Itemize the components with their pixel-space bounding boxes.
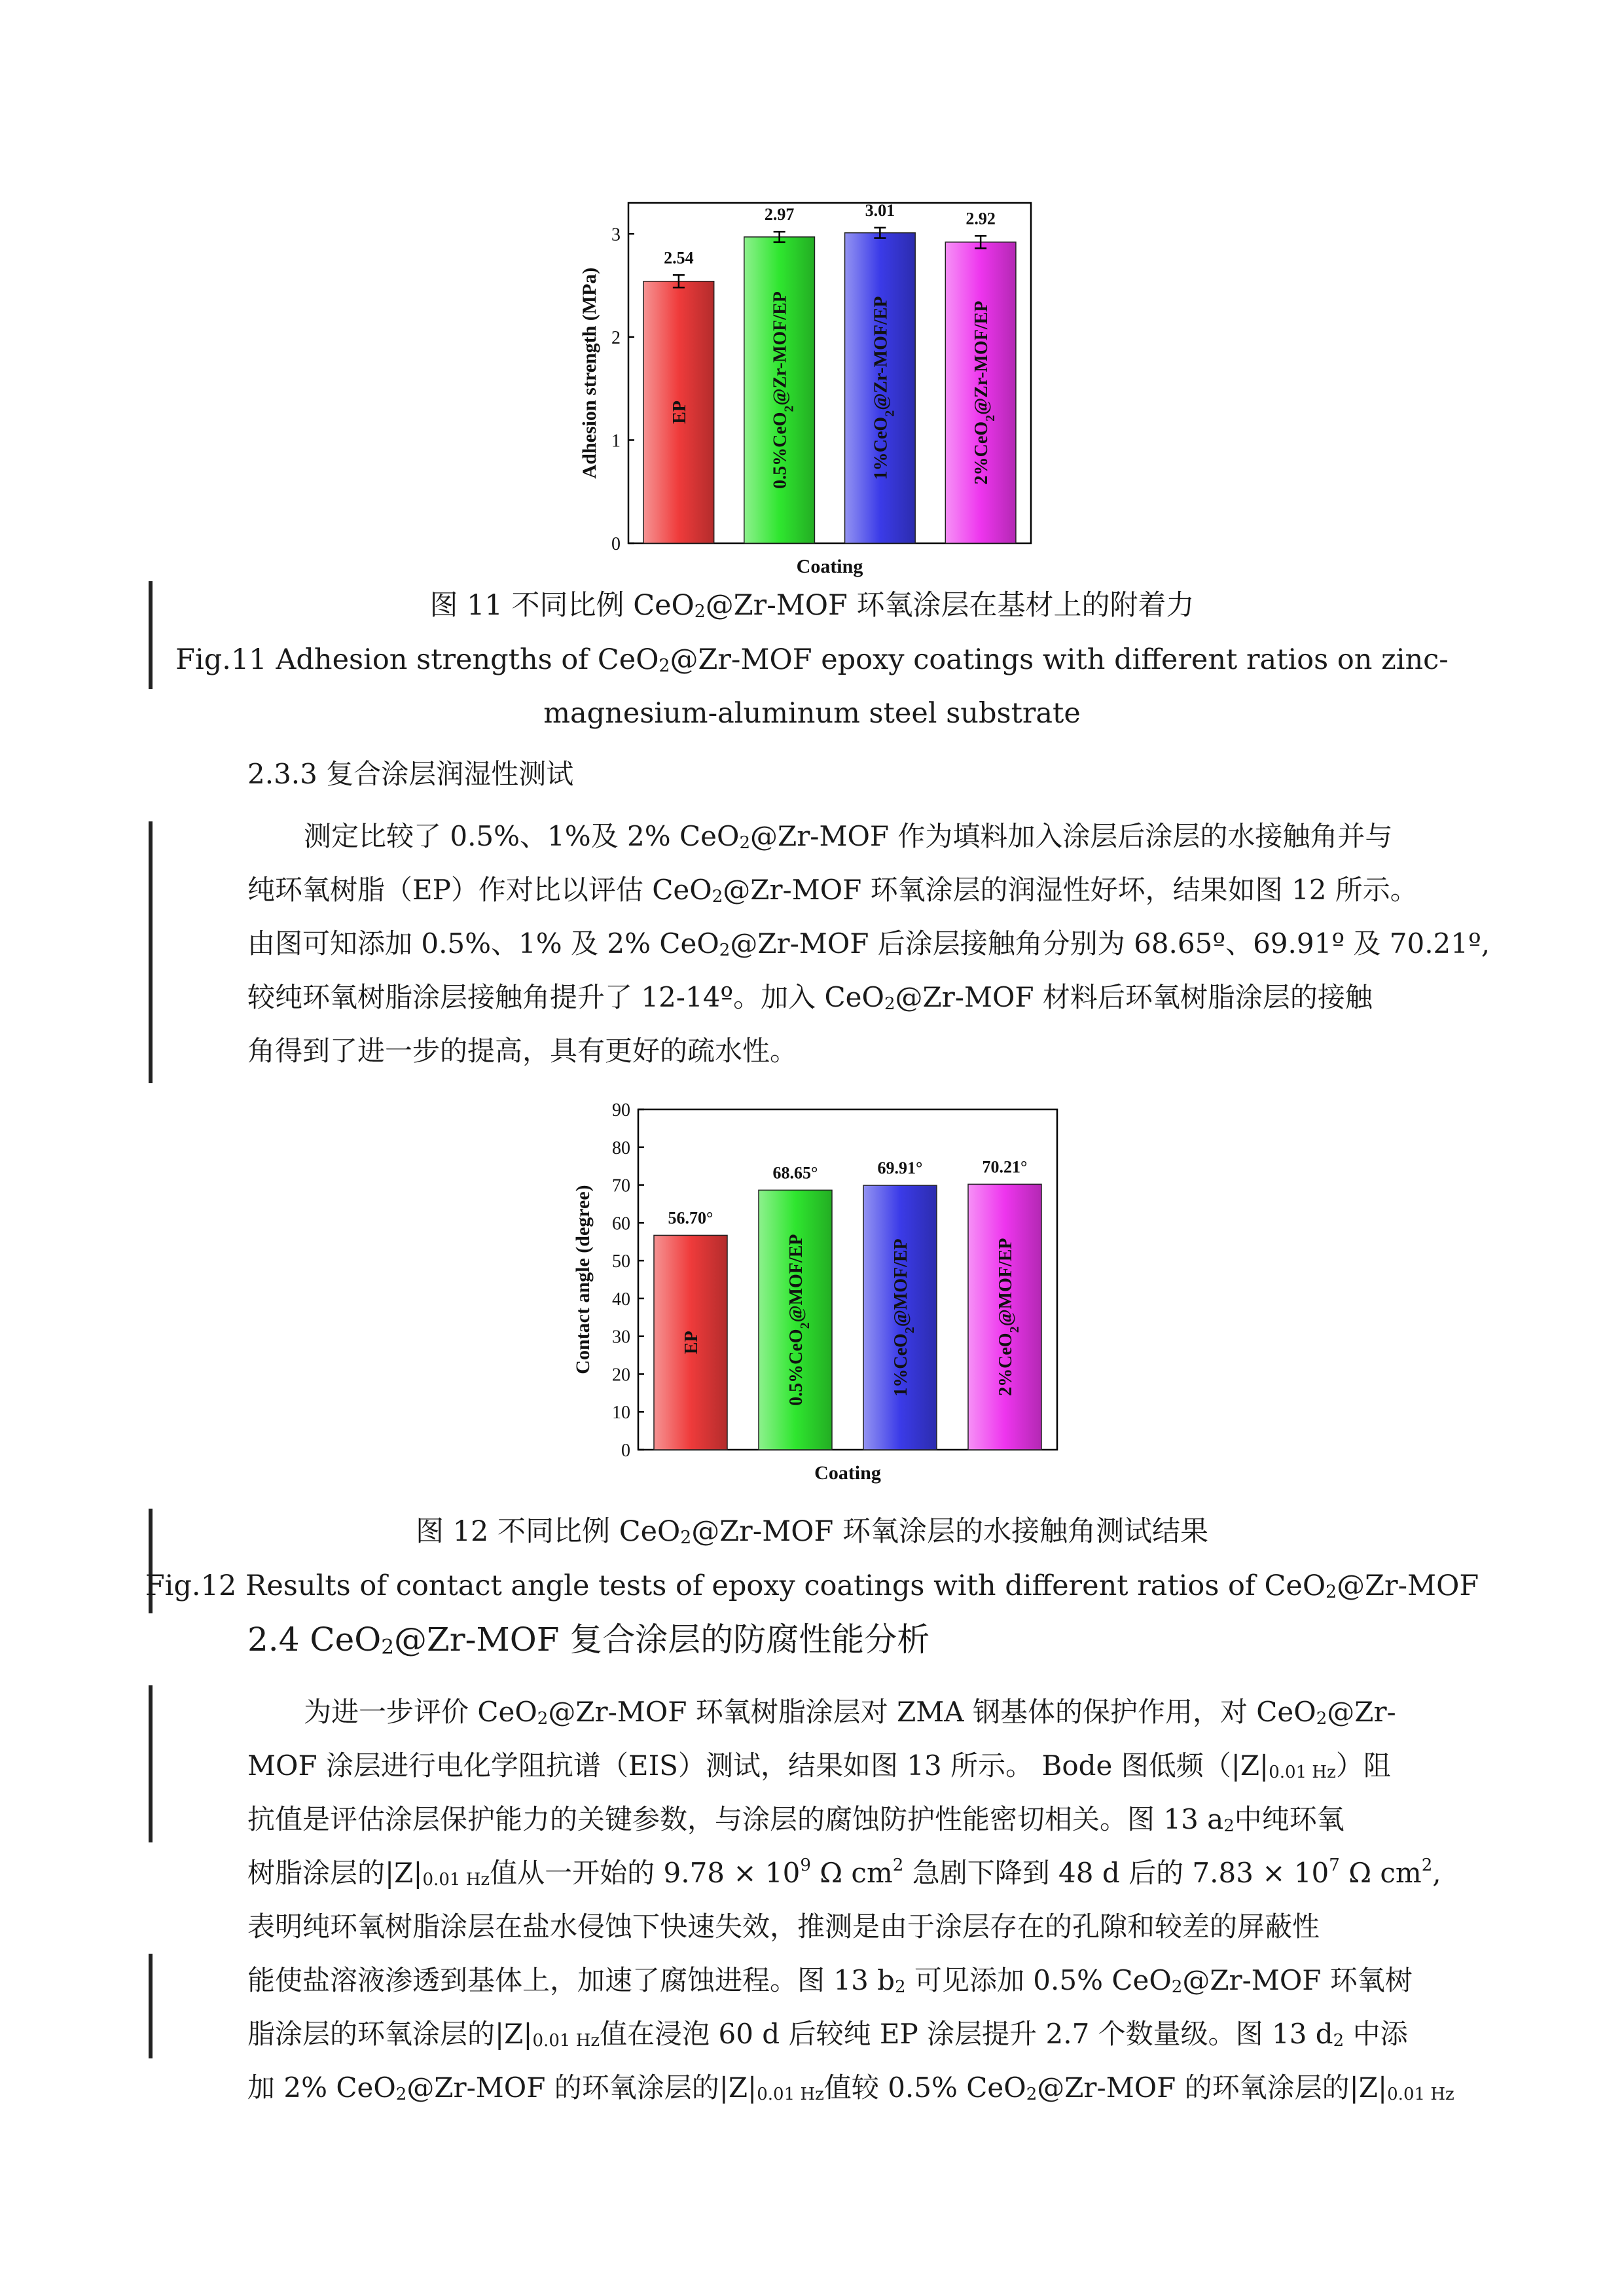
revision-bar — [149, 1954, 153, 2058]
paragraph-wettability: 测定比较了 0.5%、1%及 2% CeO$_2$@Zr-MOF 作为填料加入涂层后涂层的水接触角并与 纯环氧树脂（EP）作对比以评估 CeO$_2$@Zr-MOF 环氧涂层的润湿性好坏，结果如图 12 所示。 由图可知添加 0.5%、1% 及 2% CeO$_2$@Zr-MOF 后涂层接触角分别为 68.65º、69.91º 及 70.21º, 较纯环氧树脂涂层接触角提升了 12-14º。加入 CeO$_2$@Zr-MOF 材料后环氧树脂涂层的接触 角得到了进一步的提高，具有更好的疏水性。 — [247, 820, 1490, 1067]
data-label: 2.92 — [965, 209, 996, 228]
bar-category-label: 2%CeO$_2$@Zr-MOF/EP — [971, 300, 998, 485]
bar-category-label: 1%CeO$_2$@MOF/EP — [891, 1238, 917, 1397]
bar-category-label: EP — [681, 1331, 702, 1355]
y-tick-label: 1 — [611, 431, 621, 452]
data-label: 69.91° — [877, 1158, 923, 1178]
x-axis-label: Coating — [814, 1462, 881, 1484]
y-tick-label: 90 — [612, 1100, 630, 1121]
figure-caption-en-cont: magnesium-aluminum steel substrate — [543, 697, 1081, 730]
data-label: 2.97 — [764, 205, 795, 224]
data-label: 70.21° — [982, 1157, 1028, 1177]
x-axis-label: Coating — [796, 556, 863, 577]
y-tick-label: 40 — [612, 1289, 630, 1310]
y-axis-label: Contact angle (degree) — [572, 1185, 594, 1374]
y-tick-label: 50 — [612, 1251, 630, 1272]
y-tick-label: 80 — [612, 1138, 630, 1158]
adhesion-bar-chart — [556, 200, 1093, 583]
data-label: 2.54 — [664, 248, 694, 268]
y-tick-label: 3 — [611, 224, 621, 245]
bar-category-label: 0.5%CeO$_2$@Zr-MOF/EP — [770, 291, 797, 489]
y-axis-label: Adhesion strength (MPa) — [579, 267, 600, 479]
y-tick-label: 2 — [611, 327, 621, 348]
bar-category-label: 1%CeO$_2$@Zr-MOF/EP — [871, 296, 897, 480]
y-tick-label: 0 — [621, 1441, 630, 1461]
data-label: 56.70° — [668, 1208, 713, 1228]
y-tick-label: 70 — [612, 1175, 630, 1196]
bar-category-label: 2%CeO$_2$@MOF/EP — [996, 1238, 1022, 1396]
figure-caption-en: Fig.12 Results of contact angle tests of epoxy coatings with different ratios of CeO$_2$@Zr-MOF — [145, 1570, 1479, 1602]
section-heading: 2.4 CeO$_2$@Zr-MOF 复合涂层的防腐性能分析 — [247, 1621, 930, 1659]
figure-caption-en: Fig.11 Adhesion strengths of CeO$_2$@Zr-MOF epoxy coatings with different ratios on zinc- — [175, 643, 1449, 676]
section-heading: 2.3.3 复合涂层润湿性测试 — [247, 758, 574, 790]
bar-category-label: 0.5%CeO$_2$@MOF/EP — [786, 1234, 812, 1406]
data-label: 3.01 — [865, 200, 895, 220]
bar-category-label: EP — [669, 400, 690, 424]
y-tick-label: 20 — [612, 1365, 630, 1386]
figure-caption-cn: 图 12 不同比例 CeO$_2$@Zr-MOF 环氧涂层的水接触角测试结果 — [415, 1515, 1209, 1548]
data-label: 68.65° — [772, 1163, 818, 1183]
y-tick-label: 30 — [612, 1327, 630, 1348]
y-tick-label: 0 — [611, 534, 621, 554]
y-tick-label: 60 — [612, 1213, 630, 1234]
paragraph-corrosion: 为进一步评价 CeO$_2$@Zr-MOF 环氧树脂涂层对 ZMA 钢基体的保护作用，对 CeO$_2$@Zr- MOF 涂层进行电化学阻抗谱（EIS）测试，结果如图 13 所示。 Bode 图低频$(|Z|_{0.01 Hz})$阻 抗值是评估涂层保护能力的关键参数，与涂层的腐蚀防护性能密切相关。图 13 $a_2$中纯环氧 树脂涂层的$|Z|_{0.01 Hz}$值从一开始的 $9.78 \times 10^9$ Ω $cm^2$ 急剧下降到 48 d 后的 $7.83 \times 10^7$ Ω $cm^2$, 表明纯环氧树脂涂层在盐水侵蚀下快速失效，推测是由于涂层存在的孔隙和较差的屏蔽性 能使盐溶液渗透到基体上，加速了腐蚀进程。图 13 $b_2$ 可见添加 0.5% CeO$_2$@Zr-MOF 环氧树 脂涂层的环氧涂层的$|Z|_{0.01 Hz}$值在浸泡 60 d 后较纯 EP 涂层提升 2.7 个数量级。图 13 $d_2$ 中添 加 2% CeO$_2$@Zr-MOF 的环氧涂层的$|Z|_{0.01 Hz}$值较 0.5% CeO$_2$@Zr-MOF 的环氧涂层的$|Z|_{0.01 Hz}$ — [247, 1696, 1454, 2104]
figure-caption-cn: 图 11 不同比例 CeO$_2$@Zr-MOF 环氧涂层在基材上的附着力 — [429, 589, 1195, 622]
revision-bar — [149, 821, 153, 1083]
contact-angle-bar-chart — [556, 1086, 1093, 1499]
revision-bar — [149, 1685, 153, 1842]
y-tick-label: 10 — [612, 1403, 630, 1424]
